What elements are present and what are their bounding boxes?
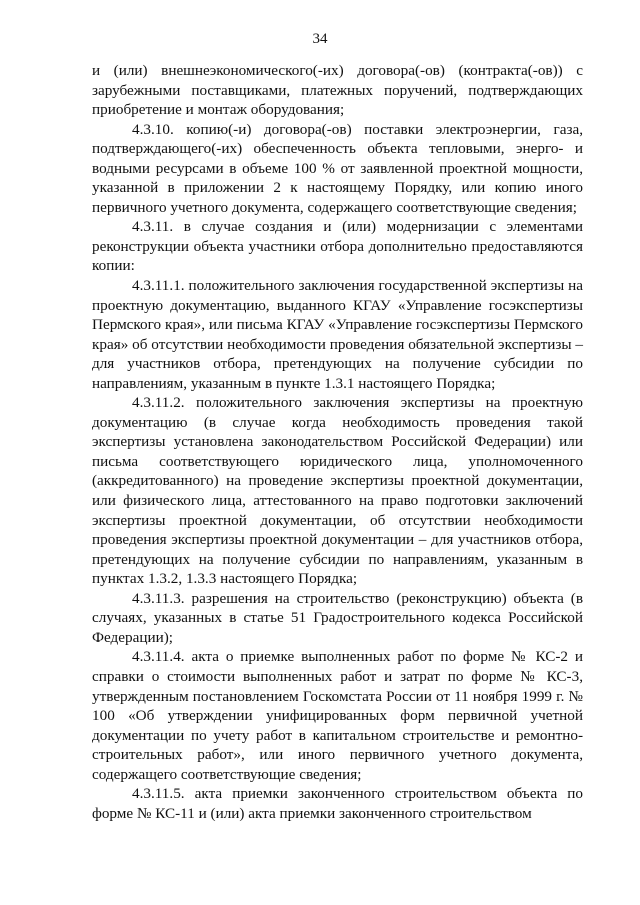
paragraph-4-3-11-3: 4.3.11.3. разрешения на строительство (реконструкцию) объекта (в случаях, указанных в статье 51 Градостроительного кодекса Российской Федерации);	[92, 589, 583, 646]
paragraph-4-3-11-4: 4.3.11.4. акта о приемке выполненных работ по форме № КС-2 и справки о стоимости выполненных работ и затрат по форме № КС-3, утвержденным постановлением Госкомстата России от 11 ноября 1999 г. № 100 «Об утверждении унифицированных форм первичной учетной документации по учету работ в капитальном строительстве и ремонтно-строительных работ», или иного первичного учетного документа, содержащего соответствующие сведения;	[92, 648, 583, 783]
document-body	[92, 61, 583, 823]
page-number: 34	[312, 31, 328, 47]
paragraph-4-3-11: 4.3.11. в случае создания и (или) модернизации с элементами реконструкции объекта участники отбора дополнительно предоставляются копии:	[92, 218, 583, 275]
paragraph-4-3-11-2: 4.3.11.2. положительного заключения экспертизы на проектную документацию (в случае когда необходимость проведения такой экспертизы установлена законодательством Российской Федерации) или письма соответствующего юридического лица, уполномоченного (аккредитованного) на проведение экспертизы проектной документации, или физического лица, аттестованного на право подготовки заключений экспертизы проектной документации, об отсутствии необходимости проведения экспертизы проектной документации – для участников отбора, претендующих на получение субсидии по направлениям, указанным в пунктах 1.3.2, 1.3.3 настоящего Порядка;	[92, 394, 583, 588]
paragraph-4-3-11-1: 4.3.11.1. положительного заключения государственной экспертизы на проектную документацию, выданного КГАУ «Управление госэкспертизы Пермского края», или письма КГАУ «Управление госэкспертизы Пермского края» об отсутствии необходимости проведения обязательной экспертизы – для участников отбора, претендующих на получение субсидии по направлениям, указанным в пункте 1.3.1 настоящего Порядка;	[92, 277, 583, 392]
paragraph-4-3-11-5: 4.3.11.5. акта приемки законченного строительством объекта по форме № КС-11 и (или) акта приемки законченного строительством	[92, 785, 583, 822]
paragraph-continuation: и (или) внешнеэкономического(-их) договора(-ов) (контракта(-ов)) с зарубежными поставщиками, платежных поручений, подтверждающих приобретение и монтаж оборудования;	[92, 62, 583, 119]
paragraph-4-3-10: 4.3.10. копию(-и) договора(-ов) поставки электроэнергии, газа, подтверждающего(-их) обеспеченность объекта тепловыми, энерго- и водными ресурсами в объеме 100 % от заявленной проектной мощности, указанной в приложении 2 к настоящему Порядку, или копию иного первичного учетного документа, содержащего соответствующие сведения;	[92, 120, 583, 216]
